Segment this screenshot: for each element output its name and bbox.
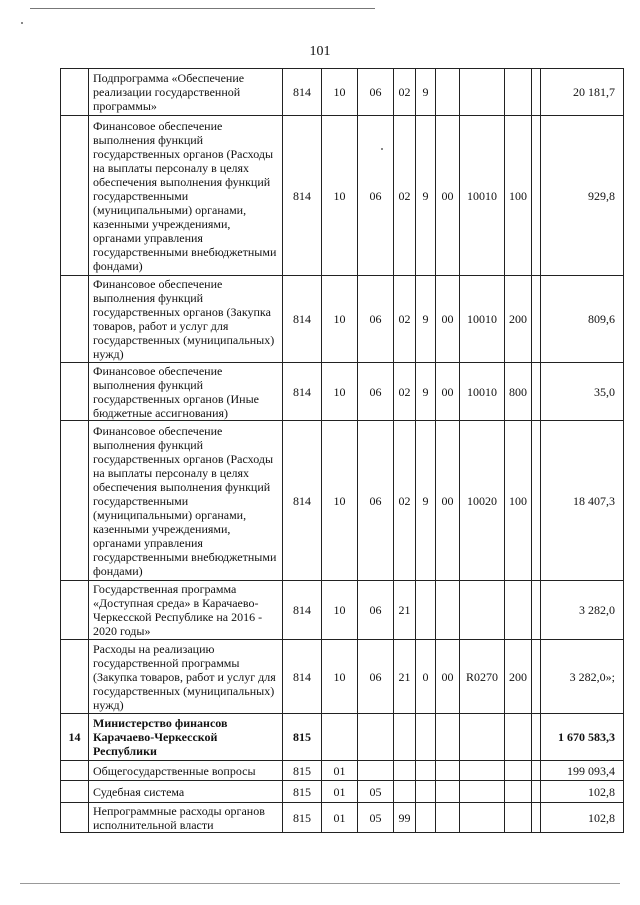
row-number bbox=[61, 781, 89, 803]
code-cell: R0270 bbox=[460, 640, 505, 714]
code-cell: 815 bbox=[283, 803, 322, 833]
code-cell: 21 bbox=[394, 640, 416, 714]
code-cell: 10 bbox=[322, 421, 358, 581]
code-cell bbox=[532, 761, 541, 781]
table-row bbox=[61, 714, 624, 761]
code-cell: 814 bbox=[283, 116, 322, 276]
row-number bbox=[61, 803, 89, 833]
code-cell: 21 bbox=[394, 581, 416, 640]
code-cell: 9 bbox=[416, 116, 436, 276]
code-cell: 815 bbox=[283, 761, 322, 781]
code-cell bbox=[505, 581, 532, 640]
code-cell: 10010 bbox=[460, 116, 505, 276]
code-cell bbox=[394, 714, 416, 761]
item-name: Финансовое обеспечение выполнения функций государственных органов (Расходы на выплаты персоналу в целях обеспечения выполнения функций государственными (муниципальными) органами, казенными учреждениями, органами управления государственными внебюджетными фондами) bbox=[89, 116, 283, 276]
code-cell bbox=[532, 714, 541, 761]
code-cell bbox=[416, 781, 436, 803]
code-cell: 10 bbox=[322, 363, 358, 421]
code-cell bbox=[505, 714, 532, 761]
code-cell: 06 bbox=[358, 116, 394, 276]
item-name: Непрограммные расходы органов исполнительной власти bbox=[89, 803, 283, 833]
code-cell bbox=[532, 581, 541, 640]
item-name: Подпрограмма «Обеспечение реализации государственной программы» bbox=[89, 69, 283, 116]
code-cell bbox=[358, 714, 394, 761]
code-cell bbox=[460, 803, 505, 833]
code-cell bbox=[416, 803, 436, 833]
code-cell: 02 bbox=[394, 363, 416, 421]
code-cell bbox=[322, 714, 358, 761]
code-cell: 00 bbox=[436, 363, 460, 421]
code-cell: 815 bbox=[283, 781, 322, 803]
code-cell bbox=[532, 116, 541, 276]
code-cell: 06 bbox=[358, 421, 394, 581]
code-cell bbox=[416, 581, 436, 640]
scan-speck bbox=[381, 148, 383, 150]
code-cell bbox=[532, 640, 541, 714]
page-number: 101 bbox=[309, 44, 331, 59]
table-row bbox=[61, 363, 624, 421]
code-cell bbox=[358, 761, 394, 781]
code-cell: 10020 bbox=[460, 421, 505, 581]
code-cell: 9 bbox=[416, 421, 436, 581]
code-cell bbox=[436, 803, 460, 833]
code-cell bbox=[460, 761, 505, 781]
code-cell: 10 bbox=[322, 69, 358, 116]
code-cell bbox=[532, 803, 541, 833]
code-cell: 02 bbox=[394, 421, 416, 581]
code-cell bbox=[436, 581, 460, 640]
code-cell: 800 bbox=[505, 363, 532, 421]
code-cell: 10 bbox=[322, 116, 358, 276]
code-cell bbox=[532, 421, 541, 581]
code-cell: 01 bbox=[322, 761, 358, 781]
bottom-rule bbox=[20, 883, 620, 884]
row-number bbox=[61, 421, 89, 581]
code-cell bbox=[532, 276, 541, 363]
code-cell: 100 bbox=[505, 421, 532, 581]
table-row bbox=[61, 276, 624, 363]
row-number: 14 bbox=[61, 714, 89, 761]
code-cell bbox=[505, 69, 532, 116]
code-cell bbox=[394, 761, 416, 781]
code-cell: 200 bbox=[505, 640, 532, 714]
amount: 35,0 bbox=[541, 363, 624, 421]
code-cell: 100 bbox=[505, 116, 532, 276]
code-cell bbox=[532, 363, 541, 421]
amount: 18 407,3 bbox=[541, 421, 624, 581]
item-name: Судебная система bbox=[89, 781, 283, 803]
code-cell bbox=[460, 781, 505, 803]
table-row bbox=[61, 421, 624, 581]
code-cell bbox=[532, 69, 541, 116]
code-cell bbox=[505, 803, 532, 833]
item-name: Финансовое обеспечение выполнения функций государственных органов (Закупка товаров, работ и услуг для государственных (муниципальных) нужд) bbox=[89, 276, 283, 363]
top-rule bbox=[30, 8, 375, 9]
code-cell: 05 bbox=[358, 803, 394, 833]
amount: 3 282,0»; bbox=[541, 640, 624, 714]
code-cell: 9 bbox=[416, 69, 436, 116]
amount: 3 282,0 bbox=[541, 581, 624, 640]
code-cell: 01 bbox=[322, 803, 358, 833]
table-row bbox=[61, 781, 624, 803]
code-cell: 02 bbox=[394, 276, 416, 363]
code-cell bbox=[505, 761, 532, 781]
row-number bbox=[61, 69, 89, 116]
code-cell bbox=[416, 761, 436, 781]
code-cell bbox=[436, 761, 460, 781]
table-row bbox=[61, 640, 624, 714]
item-name: Министерство финансов Карачаево-Черкесской Республики bbox=[89, 714, 283, 761]
code-cell bbox=[460, 581, 505, 640]
code-cell: 9 bbox=[416, 276, 436, 363]
code-cell: 814 bbox=[283, 363, 322, 421]
code-cell: 06 bbox=[358, 640, 394, 714]
item-name: Общегосударственные вопросы bbox=[89, 761, 283, 781]
row-number bbox=[61, 363, 89, 421]
code-cell: 10 bbox=[322, 640, 358, 714]
code-cell: 814 bbox=[283, 581, 322, 640]
code-cell: 10010 bbox=[460, 276, 505, 363]
code-cell: 00 bbox=[436, 640, 460, 714]
amount: 102,8 bbox=[541, 803, 624, 833]
code-cell bbox=[532, 781, 541, 803]
row-number bbox=[61, 116, 89, 276]
code-cell: 814 bbox=[283, 69, 322, 116]
code-cell: 10010 bbox=[460, 363, 505, 421]
code-cell: 06 bbox=[358, 276, 394, 363]
code-cell bbox=[394, 781, 416, 803]
code-cell: 01 bbox=[322, 781, 358, 803]
amount: 929,8 bbox=[541, 116, 624, 276]
code-cell: 10 bbox=[322, 581, 358, 640]
item-name: Финансовое обеспечение выполнения функций государственных органов (Иные бюджетные ассигнования) bbox=[89, 363, 283, 421]
code-cell bbox=[460, 714, 505, 761]
code-cell: 99 bbox=[394, 803, 416, 833]
code-cell bbox=[460, 69, 505, 116]
code-cell bbox=[436, 714, 460, 761]
code-cell bbox=[416, 714, 436, 761]
amount: 809,6 bbox=[541, 276, 624, 363]
code-cell: 814 bbox=[283, 276, 322, 363]
code-cell: 00 bbox=[436, 116, 460, 276]
code-cell: 06 bbox=[358, 69, 394, 116]
amount: 20 181,7 bbox=[541, 69, 624, 116]
row-number bbox=[61, 640, 89, 714]
amount: 199 093,4 bbox=[541, 761, 624, 781]
code-cell bbox=[505, 781, 532, 803]
code-cell bbox=[436, 69, 460, 116]
code-cell: 02 bbox=[394, 69, 416, 116]
table-row bbox=[61, 581, 624, 640]
table-row bbox=[61, 69, 624, 116]
row-number bbox=[61, 581, 89, 640]
code-cell: 06 bbox=[358, 363, 394, 421]
amount: 102,8 bbox=[541, 781, 624, 803]
code-cell: 200 bbox=[505, 276, 532, 363]
item-name: Государственная программа «Доступная среда» в Карачаево-Черкесской Республике на 2016 - 2020 годы» bbox=[89, 581, 283, 640]
amount: 1 670 583,3 bbox=[541, 714, 624, 761]
code-cell: 06 bbox=[358, 581, 394, 640]
code-cell: 814 bbox=[283, 640, 322, 714]
scan-speck bbox=[21, 22, 23, 24]
code-cell: 00 bbox=[436, 421, 460, 581]
code-cell: 05 bbox=[358, 781, 394, 803]
code-cell: 0 bbox=[416, 640, 436, 714]
table-row bbox=[61, 116, 624, 276]
item-name: Расходы на реализацию государственной программы (Закупка товаров, работ и услуг для государственных (муниципальных) нужд) bbox=[89, 640, 283, 714]
table-row bbox=[61, 803, 624, 833]
row-number bbox=[61, 761, 89, 781]
code-cell: 815 bbox=[283, 714, 322, 761]
budget-table bbox=[60, 68, 624, 833]
code-cell bbox=[436, 781, 460, 803]
code-cell: 814 bbox=[283, 421, 322, 581]
code-cell: 9 bbox=[416, 363, 436, 421]
code-cell: 00 bbox=[436, 276, 460, 363]
row-number bbox=[61, 276, 89, 363]
code-cell: 02 bbox=[394, 116, 416, 276]
code-cell: 10 bbox=[322, 276, 358, 363]
table-row bbox=[61, 761, 624, 781]
item-name: Финансовое обеспечение выполнения функций государственных органов (Расходы на выплаты персоналу в целях обеспечения выполнения функций государственными (муниципальными) органами, казенными учреждениями, органами управления государственными внебюджетными фондами) bbox=[89, 421, 283, 581]
